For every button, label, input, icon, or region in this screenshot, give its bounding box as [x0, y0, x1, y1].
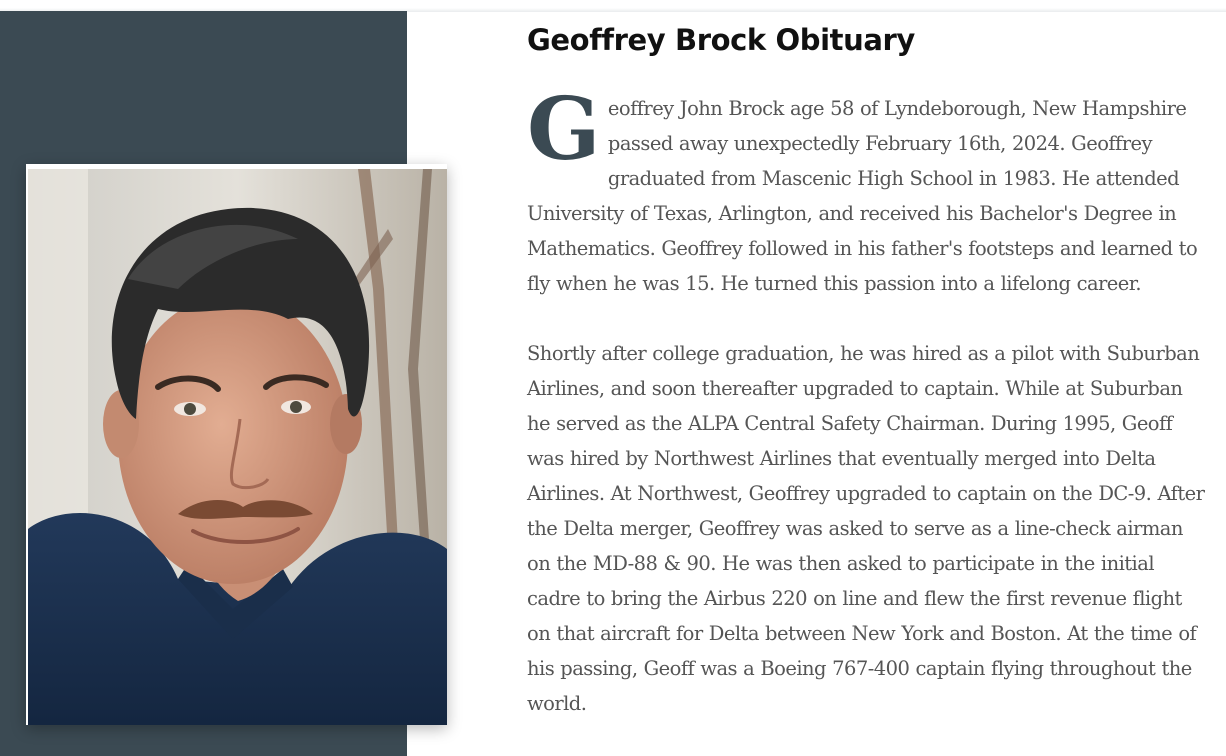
page-title: Geoffrey Brock Obituary: [527, 23, 915, 57]
obituary-content: [527, 22, 1211, 721]
obituary-paragraph: [527, 79, 1211, 301]
paragraph-text: eoffrey John Brock age 58 of Lyndeborough, New Hampshire passed away unexpectedly February 16th, 2024. Geoffrey graduated from Mascenic High School in 1983. He attended University of Texas, Arlington, and received his Bachelor's Degree in Mathematics. Geoffrey followed in his father's footsteps and learned to fly when he was 15. He turned this passion into a lifelong career.: [527, 97, 1198, 295]
portrait-image: [28, 169, 447, 725]
portrait-photo: [26, 164, 447, 725]
obituary-paragraph-career: Shortly after college graduation, he was hired as a pilot with Suburban Airlines, and soon thereafter upgraded to captain. While at Suburban he served as the ALPA Central Safety Chairman. During 1995, Geoff was hired by Northwest Airlines that eventually merged into Delta Airlines. At Northwest, Geoffrey upgraded to captain on the DC-9. After the Delta merger, Geoffrey was asked to serve as a line-check airman on the MD-88 & 90. He was then asked to participate in the initial cadre to bring the Airbus 220 on line and flew the first revenue flight on that aircraft for Delta between New York and Boston. At the time of his passing, Geoff was a Boeing 767-400 captain flying throughout the world.: [527, 342, 1205, 715]
drop-cap-letter: G: [527, 79, 600, 180]
